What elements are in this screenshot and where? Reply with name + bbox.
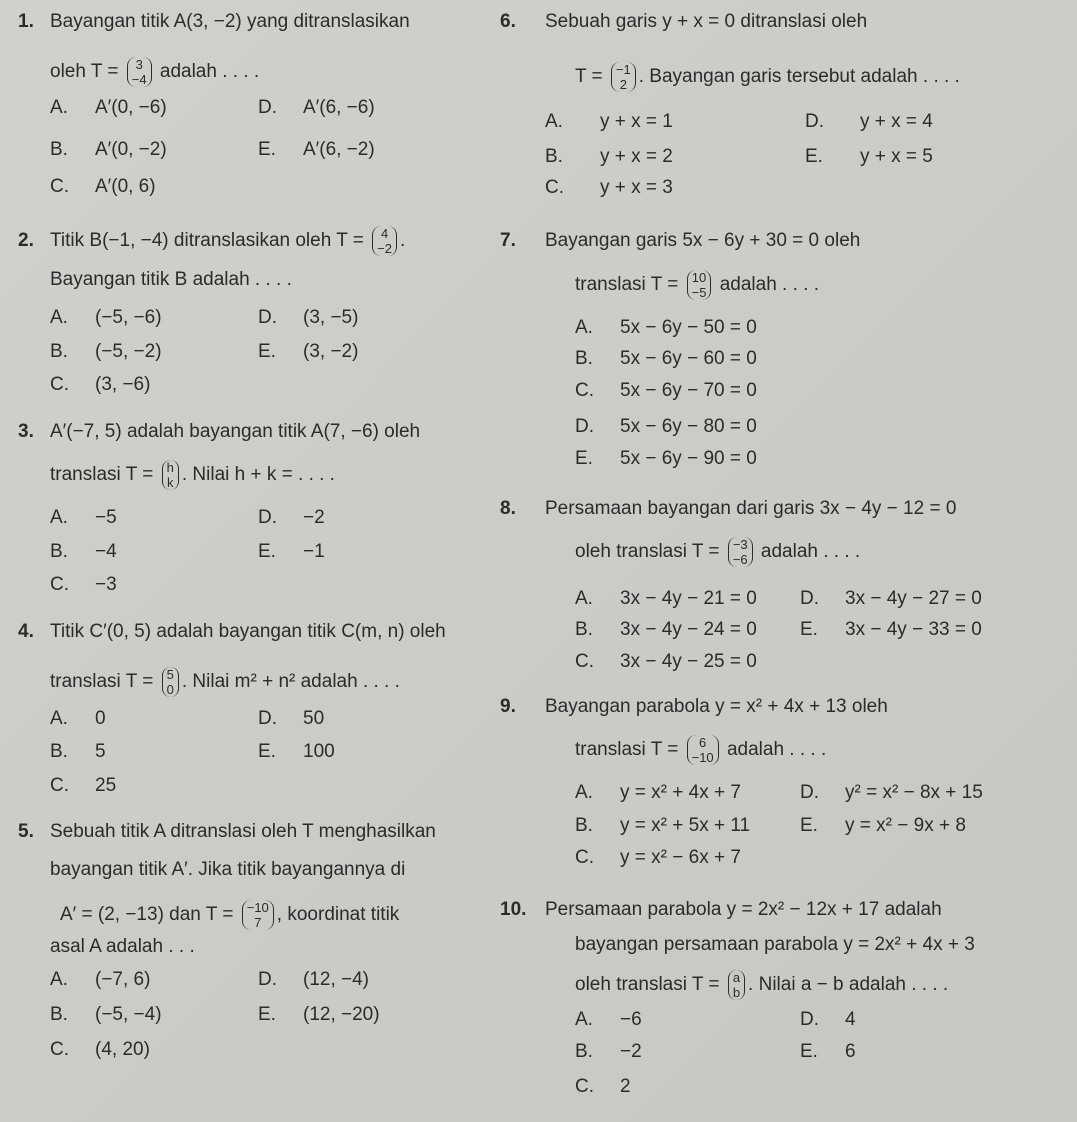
option-text: (−5, −2)	[95, 341, 162, 362]
stem-text: Bayangan garis	[545, 230, 683, 251]
math-expression: T =	[650, 274, 684, 296]
translation-vector	[127, 57, 152, 87]
math-expression: B(−1, −4)	[89, 230, 169, 252]
answer-option	[258, 968, 369, 992]
question-stem-line	[575, 270, 819, 300]
option-text: 3x − 4y − 21 = 0	[620, 588, 757, 609]
stem-text: bayangan titik A′. Jika titik bayangannya di	[50, 859, 406, 880]
option-text: 4	[845, 1009, 856, 1030]
math-expression: T =	[90, 61, 124, 83]
option-text: y + x = 5	[860, 146, 933, 167]
math-expression: A(3, −2)	[173, 11, 242, 32]
question-number: 6.	[500, 11, 516, 32]
answer-option	[545, 145, 673, 169]
answer-option	[258, 306, 358, 330]
option-letter: C.	[50, 374, 69, 395]
option-text: 3x − 4y − 27 = 0	[845, 588, 982, 609]
math-expression: T =	[205, 904, 239, 926]
translation-vector	[611, 62, 636, 92]
option-letter: A.	[575, 782, 593, 803]
option-letter: B.	[50, 341, 68, 362]
option-letter: A.	[50, 708, 68, 729]
answer-option	[575, 415, 757, 439]
option-text: 2	[620, 1076, 631, 1097]
answer-option	[800, 1008, 856, 1032]
stem-text: translasi	[50, 464, 126, 486]
math-expression: T =	[125, 464, 159, 486]
option-text: (3, −6)	[95, 374, 151, 395]
option-letter: D.	[800, 588, 819, 609]
option-text: (3, −5)	[303, 307, 359, 328]
option-text: (12, −4)	[303, 969, 370, 990]
math-expression: T =	[336, 230, 370, 252]
question-stem-line	[545, 898, 942, 922]
option-letter: C.	[50, 574, 69, 595]
math-expression: T =	[650, 739, 684, 761]
stem-text: adalah . . . .	[755, 541, 861, 563]
vector-top: h	[166, 460, 174, 475]
answer-option	[575, 846, 741, 870]
answer-option	[50, 1003, 162, 1027]
stem-text: adalah bayangan titik	[151, 621, 342, 642]
option-letter: E.	[800, 619, 818, 640]
option-text: −4	[95, 541, 117, 562]
stem-text: oleh	[50, 61, 91, 83]
answer-option	[575, 447, 757, 471]
answer-option	[50, 1038, 150, 1062]
option-text: y + x = 1	[600, 111, 673, 132]
stem-text: oleh	[378, 421, 421, 442]
option-text: (−7, 6)	[95, 969, 151, 990]
answer-option	[50, 373, 150, 397]
stem-text: . Nilai a − b adalah . . . .	[748, 974, 949, 996]
option-letter: B.	[575, 619, 593, 640]
option-text: y + x = 4	[860, 111, 933, 132]
answer-option	[258, 340, 358, 364]
answer-option	[258, 740, 335, 764]
question-stem-line	[575, 933, 975, 957]
question-stem-line	[50, 620, 446, 644]
answer-option	[50, 540, 117, 564]
answer-option	[50, 573, 117, 597]
stem-text: Titik	[50, 621, 90, 642]
answer-option	[258, 506, 325, 530]
vector-top: 6	[699, 735, 707, 750]
translation-vector	[372, 226, 397, 256]
stem-text: Bayangan titik	[50, 11, 174, 32]
translation-vector	[687, 735, 719, 765]
option-letter: D.	[575, 416, 594, 437]
option-letter: C.	[575, 1076, 594, 1097]
stem-text: translasi	[575, 274, 651, 296]
question-number: 10.	[500, 899, 527, 920]
option-text: 100	[303, 741, 335, 762]
answer-option	[50, 774, 116, 798]
answer-option	[258, 707, 324, 731]
question-number: 4.	[18, 621, 34, 642]
option-text: y = x² − 9x + 8	[845, 815, 966, 836]
translation-vector	[687, 270, 712, 300]
question-stem-line	[575, 62, 960, 92]
answer-option	[50, 306, 162, 330]
option-text: 3x − 4y − 24 = 0	[620, 619, 757, 640]
math-expression: T =	[691, 974, 725, 996]
option-text: (3, −2)	[303, 341, 359, 362]
vector-bottom: 0	[166, 682, 174, 697]
stem-text: Titik	[50, 230, 90, 252]
question-stem-line	[50, 460, 335, 490]
math-expression: A(7, −6)	[310, 421, 379, 442]
question-number: 5.	[18, 821, 34, 842]
math-expression: C(m, n)	[341, 621, 405, 642]
answer-option	[575, 1040, 642, 1064]
stem-text: oleh	[846, 696, 888, 717]
option-letter: B.	[50, 139, 68, 160]
option-text: 50	[303, 708, 325, 729]
question-stem-line	[50, 820, 436, 844]
option-letter: E.	[258, 1004, 276, 1025]
math-expression: y = x² + 4x + 13	[715, 696, 847, 717]
math-expression: y = 2x² + 4x + 3	[843, 934, 975, 955]
math-expression: 3x − 4y − 12 = 0	[819, 498, 957, 519]
translation-vector	[162, 667, 179, 697]
option-letter: E.	[800, 815, 818, 836]
answer-option	[258, 1003, 380, 1027]
question-stem-line	[50, 667, 400, 697]
answer-option	[50, 138, 167, 162]
option-letter: A.	[50, 507, 68, 528]
option-text: 6	[845, 1041, 856, 1062]
question-stem-line	[50, 420, 420, 444]
answer-option	[575, 1008, 642, 1032]
option-letter: D.	[258, 97, 277, 118]
question-stem-line	[50, 57, 259, 87]
math-expression: y = 2x² − 12x + 17	[726, 899, 880, 920]
answer-option	[805, 110, 933, 134]
option-text: (−5, −6)	[95, 307, 162, 328]
option-text: −1	[303, 541, 325, 562]
option-letter: A.	[50, 307, 68, 328]
option-text: (4, 20)	[95, 1039, 150, 1060]
option-letter: C.	[50, 775, 69, 796]
stem-text: bayangan persamaan parabola	[575, 934, 844, 955]
question-stem-line	[545, 10, 867, 34]
vector-bottom: b	[732, 985, 741, 1000]
option-letter: C.	[575, 847, 594, 868]
option-letter: D.	[800, 782, 819, 803]
stem-text: oleh	[404, 621, 446, 642]
question-stem-line	[50, 268, 292, 292]
option-letter: B.	[575, 348, 593, 369]
option-letter: D.	[258, 969, 277, 990]
question-stem-line	[545, 497, 956, 521]
math-expression: C′(0, 5)	[89, 621, 152, 642]
option-text: y + x = 2	[600, 146, 673, 167]
question-stem-line	[545, 695, 888, 719]
translation-vector	[728, 970, 745, 1000]
option-text: 25	[95, 775, 117, 796]
option-text: 5	[95, 741, 106, 762]
option-text: −5	[95, 507, 117, 528]
math-expression: T =	[575, 66, 608, 88]
question-number: 2.	[18, 230, 34, 251]
vector-top: −1	[615, 62, 631, 77]
math-expression: A′ = (2, −13) dan	[60, 904, 206, 926]
option-text: (12, −20)	[303, 1004, 380, 1025]
stem-text: Persamaan parabola	[545, 899, 727, 920]
vector-bottom: 7	[254, 915, 262, 930]
answer-option	[258, 138, 375, 162]
option-text: −3	[95, 574, 117, 595]
stem-text: adalah . . . .	[721, 739, 827, 761]
math-expression: T =	[691, 541, 725, 563]
answer-option	[575, 618, 757, 642]
answer-option	[575, 814, 750, 838]
answer-option	[545, 176, 673, 200]
option-letter: D.	[258, 507, 277, 528]
answer-option	[50, 968, 150, 992]
stem-text: translasi	[50, 671, 126, 693]
math-expression: A′(−7, 5) adalah bayangan titik	[50, 421, 311, 442]
option-letter: B.	[545, 146, 563, 167]
answer-option	[575, 347, 757, 371]
answer-option	[800, 781, 983, 805]
question-stem-line	[60, 900, 399, 930]
answer-option	[575, 650, 757, 674]
answer-option	[575, 781, 741, 805]
option-letter: D.	[800, 1009, 819, 1030]
option-text: 0	[95, 708, 106, 729]
option-letter: C.	[50, 176, 69, 197]
option-letter: E.	[258, 741, 276, 762]
option-text: 5x − 6y − 60 = 0	[620, 348, 757, 369]
answer-option	[575, 587, 757, 611]
option-letter: D.	[258, 307, 277, 328]
option-text: y = x² + 5x + 11	[620, 815, 751, 836]
answer-option	[575, 379, 757, 403]
question-stem-line	[50, 935, 195, 959]
option-letter: B.	[50, 1004, 68, 1025]
option-text: −2	[303, 507, 325, 528]
option-text: A′(6, −2)	[303, 139, 375, 160]
stem-text: Sebuah titik A ditranslasi oleh T menghasilkan	[50, 821, 436, 842]
option-text: y² = x² − 8x + 15	[845, 782, 983, 803]
question-number: 8.	[500, 498, 516, 519]
answer-option	[50, 96, 167, 120]
option-letter: C.	[545, 177, 564, 198]
question-stem-line	[50, 226, 405, 256]
vector-bottom: −2	[377, 241, 392, 256]
vector-bottom: k	[166, 475, 174, 490]
math-expression: y + x = 0	[662, 11, 736, 32]
stem-text: yang ditranslasikan	[241, 11, 410, 32]
question-number: 7.	[500, 230, 516, 251]
option-letter: B.	[575, 815, 593, 836]
vector-top: −3	[732, 537, 748, 552]
option-text: −6	[620, 1009, 642, 1030]
option-text: y = x² − 6x + 7	[620, 847, 741, 868]
stem-text: adalah . . . .	[714, 274, 820, 296]
answer-option	[805, 145, 933, 169]
vector-bottom: −6	[732, 552, 748, 567]
option-letter: A.	[575, 1009, 593, 1030]
math-expression: 5x − 6y + 30 = 0	[682, 230, 820, 251]
stem-text: asal A adalah . . .	[50, 936, 195, 957]
answer-option	[50, 506, 117, 530]
math-expression: . Nilai h + k = . . . .	[181, 464, 335, 486]
vector-top: 4	[380, 226, 389, 241]
stem-text: ditranslasi oleh	[735, 11, 868, 32]
answer-option	[800, 618, 982, 642]
answer-option	[800, 1040, 856, 1064]
option-text: y + x = 3	[600, 177, 673, 198]
option-letter: A.	[50, 97, 68, 118]
option-letter: E.	[800, 1041, 818, 1062]
option-text: y = x² + 4x + 7	[620, 782, 741, 803]
answer-option	[50, 175, 156, 199]
stem-text: , koordinat titik	[276, 904, 400, 926]
option-letter: D.	[258, 708, 277, 729]
option-letter: E.	[575, 448, 593, 469]
stem-text: . Nilai m² + n² adalah . . . .	[181, 671, 400, 693]
option-text: −2	[620, 1041, 642, 1062]
stem-text: .	[399, 230, 406, 252]
vector-bottom: −10	[691, 750, 714, 765]
option-letter: C.	[575, 651, 594, 672]
answer-option	[50, 340, 162, 364]
translation-vector	[728, 537, 753, 567]
option-text: A′(6, −6)	[303, 97, 375, 118]
option-letter: B.	[50, 541, 68, 562]
stem-text: ditranslasikan oleh	[168, 230, 337, 252]
stem-text: oleh	[819, 230, 861, 251]
stem-text: Persamaan bayangan dari garis	[545, 498, 820, 519]
answer-option	[800, 587, 982, 611]
translation-vector	[242, 900, 274, 930]
option-text: 3x − 4y − 25 = 0	[620, 651, 757, 672]
option-text: A′(0, −2)	[95, 139, 167, 160]
option-text: A′(0, −6)	[95, 97, 167, 118]
vector-top: a	[732, 970, 741, 985]
option-letter: E.	[258, 541, 276, 562]
answer-option	[50, 740, 106, 764]
stem-text: adalah	[879, 899, 942, 920]
stem-text: Bayangan parabola	[545, 696, 716, 717]
vector-top: 3	[135, 57, 143, 72]
option-letter: D.	[805, 111, 824, 132]
question-number: 1.	[18, 11, 34, 32]
option-letter: A.	[575, 588, 593, 609]
answer-option	[575, 1075, 631, 1099]
option-letter: A.	[575, 317, 593, 338]
answer-option	[575, 316, 757, 340]
option-letter: E.	[258, 139, 276, 160]
stem-text: translasi	[575, 739, 651, 761]
option-letter: E.	[258, 341, 276, 362]
question-stem-line	[50, 10, 410, 34]
answer-option	[800, 814, 966, 838]
option-text: A′(0, 6)	[95, 176, 156, 197]
option-letter: C.	[50, 1039, 69, 1060]
vector-top: 10	[691, 270, 707, 285]
option-text: 3x − 4y − 33 = 0	[845, 619, 982, 640]
option-letter: C.	[575, 380, 594, 401]
question-stem-line	[545, 229, 860, 253]
vector-top: 5	[166, 667, 174, 682]
answer-option	[50, 707, 106, 731]
question-stem-line	[575, 735, 826, 765]
option-letter: E.	[805, 146, 823, 167]
answer-option	[258, 540, 325, 564]
vector-top: −10	[246, 900, 269, 915]
question-stem-line	[575, 537, 860, 567]
option-letter: A.	[545, 111, 563, 132]
question-number: 3.	[18, 421, 34, 442]
stem-text: oleh translasi	[575, 541, 692, 563]
stem-text: adalah . . . .	[154, 61, 260, 83]
option-text: 5x − 6y − 90 = 0	[620, 448, 757, 469]
vector-bottom: 2	[619, 77, 627, 92]
question-stem-line	[50, 858, 405, 882]
answer-option	[258, 96, 375, 120]
question-number: 9.	[500, 696, 516, 717]
math-expression: T =	[125, 671, 159, 693]
option-letter: B.	[50, 741, 68, 762]
stem-text: . Bayangan garis tersebut adalah . . . .	[638, 66, 960, 88]
stem-text: oleh translasi	[575, 974, 692, 996]
option-text: 5x − 6y − 80 = 0	[620, 416, 757, 437]
vector-bottom: −4	[131, 72, 147, 87]
question-stem-line	[575, 970, 948, 1000]
option-letter: A.	[50, 969, 68, 990]
option-text: (−5, −4)	[95, 1004, 162, 1025]
option-text: 5x − 6y − 70 = 0	[620, 380, 757, 401]
vector-bottom: −5	[691, 285, 707, 300]
answer-option	[545, 110, 673, 134]
stem-text: Sebuah garis	[545, 11, 663, 32]
stem-text: Bayangan titik B adalah . . . .	[50, 269, 292, 290]
option-text: 5x − 6y − 50 = 0	[620, 317, 757, 338]
option-letter: B.	[575, 1041, 593, 1062]
translation-vector	[162, 460, 179, 490]
